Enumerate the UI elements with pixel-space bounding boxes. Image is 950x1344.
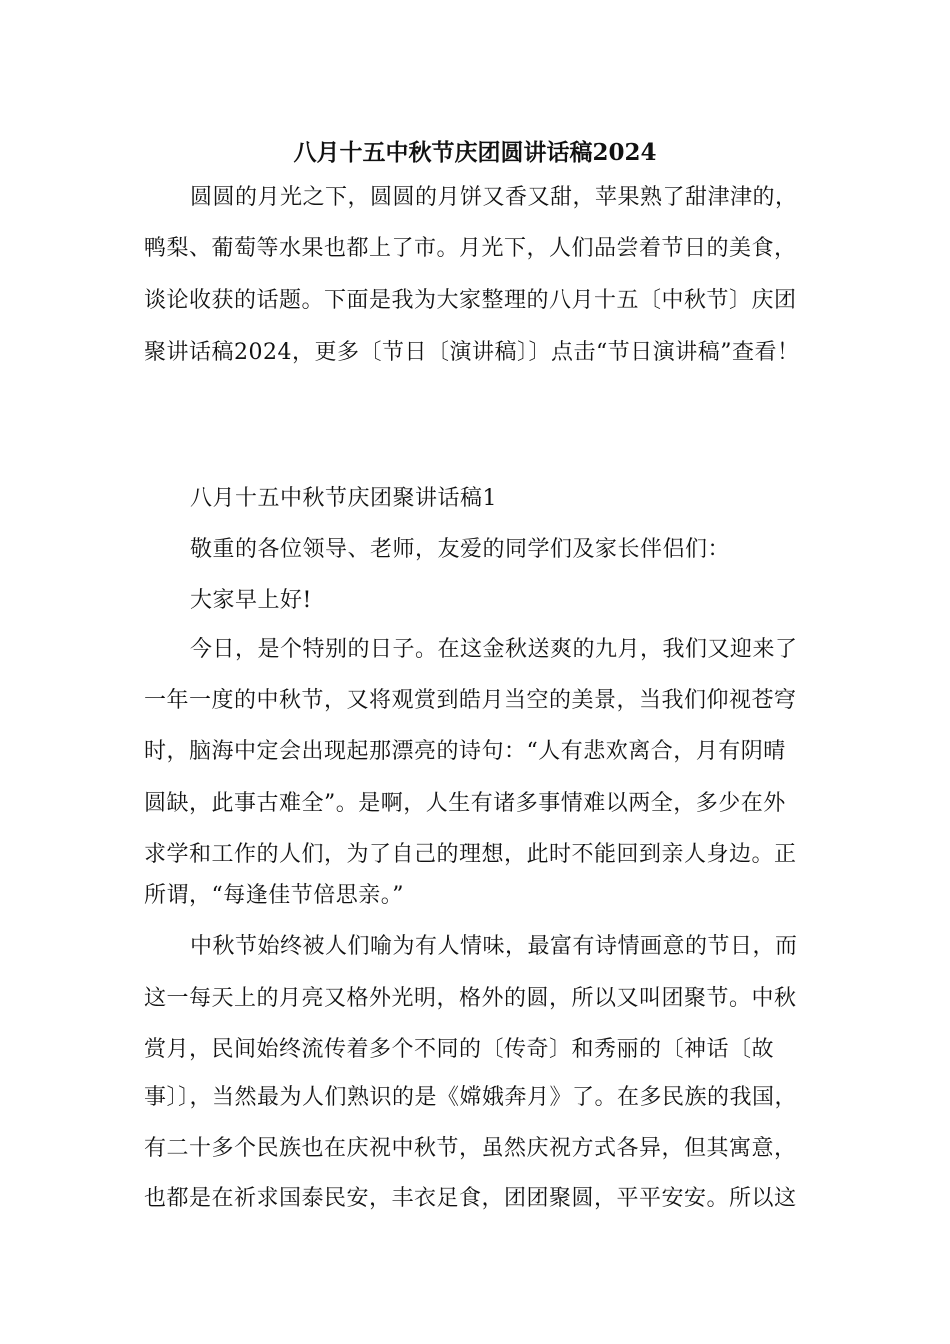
salutation: 敬重的各位领导、老师，友爱的同学们及家长伴侣们： — [190, 537, 731, 562]
paragraph-line: 这一每天上的月亮又格外光明，格外的圆，所以又叫团聚节。中秋 — [144, 986, 797, 1011]
paragraph-line: 求学和工作的人们，为了自己的理想，此时不能回到亲人身边。正 — [144, 842, 797, 867]
paragraph-line: 所谓，“每逢佳节倍思亲。” — [144, 883, 404, 908]
section-heading: 八月十五中秋节庆团聚讲话稿1 — [190, 486, 497, 511]
intro-line: 鸭梨、葡萄等水果也都上了市。月光下，人们品尝着节日的美食， — [144, 236, 797, 261]
paragraph-line: 事〕〕，当然最为人们熟识的是《嫦娥奔月》了。在多民族的我国， — [144, 1085, 798, 1110]
paragraph-line: 有二十多个民族也在庆祝中秋节，虽然庆祝方式各异，但其寓意， — [144, 1136, 797, 1161]
intro-line: 聚讲话稿2024，更多〔节日〔演讲稿〕〕点击“节日演讲稿”查看！ — [144, 340, 800, 365]
document-title: 八月十五中秋节庆团圆讲话稿2024 — [293, 139, 657, 166]
paragraph-line: 圆缺，此事古难全”。是啊，人生有诸多事情难以两全，多少在外 — [144, 791, 786, 816]
paragraph-line: 一年一度的中秋节，又将观赏到皓月当空的美景，当我们仰视苍穹 — [144, 688, 797, 713]
paragraph-line: 赏月，民间始终流传着多个不同的〔传奇〕和秀丽的〔神话〔故 — [144, 1037, 775, 1062]
paragraph-line: 时，脑海中定会出现起那漂亮的诗句：“人有悲欢离合，月有阴晴 — [144, 739, 786, 764]
paragraph-line: 今日，是个特别的日子。在这金秋送爽的九月，我们又迎来了 — [190, 637, 798, 662]
paragraph-line: 也都是在祈求国泰民安，丰衣足食，团团聚圆，平平安安。所以这 — [144, 1186, 797, 1211]
intro-line: 圆圆的月光之下，圆圆的月饼又香又甜，苹果熟了甜津津的， — [190, 185, 798, 210]
paragraph-line: 中秋节始终被人们喻为有人情味，最富有诗情画意的节日，而 — [190, 934, 798, 959]
greeting: 大家早上好! — [190, 588, 312, 613]
intro-line: 谈论收获的话题。下面是我为大家整理的八月十五〔中秋节〕庆团 — [144, 288, 797, 313]
